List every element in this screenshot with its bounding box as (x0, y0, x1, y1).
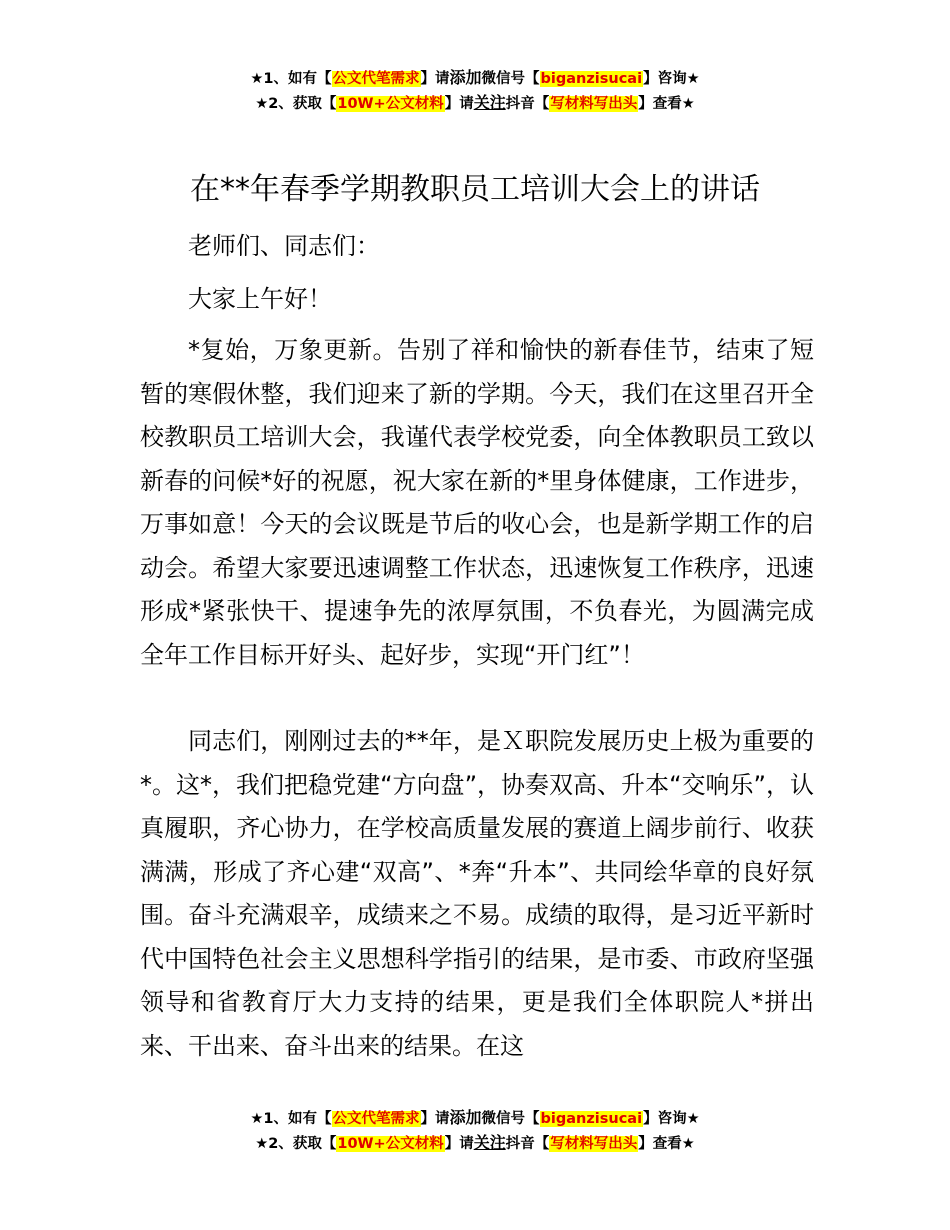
promo-douyin-id: 写材料写出头 (550, 1136, 638, 1152)
promo-text: 抖音【 (505, 1136, 550, 1152)
promo-text: 】咨询★ (643, 1111, 700, 1127)
promo-text: 】查看★ (638, 96, 695, 112)
promo-text: 】请 (444, 1136, 474, 1152)
promo-highlight: 10W+公文材料 (337, 1136, 444, 1152)
promo-text: 微信号【 (481, 1111, 540, 1127)
paragraph-text: 同志们，刚刚过去的**年，是Ｘ职院发展历史上极为重要的*。这*，我们把稳党建“方向盘”，协奏双高、升本“交响乐”，认真履职，齐心协力，在学校高质量发展的赛道上阔步前行、收获满满，形成了齐心建“双高”、*奔“升本”、共同绘华章的良好氛围。奋斗充满艰辛，成绩来之不易。成绩的取得，是习近平新时代中国特色社会主义思想科学指引的结果，是市委、市政府坚强领导和省教育厅大力支持的结果，更是我们全体职院人*拼出来、干出来、奋斗出来的结果。在这 (140, 727, 814, 1060)
promo-text: 微信号【 (481, 71, 540, 87)
footer-promo-line-2 (0, 1131, 950, 1156)
promo-emphasis: 关注 (473, 1133, 506, 1152)
promo-highlight: 10W+公文材料 (337, 96, 444, 112)
promo-emphasis: 关注 (473, 93, 506, 112)
promo-text: 】咨询★ (643, 71, 700, 87)
document-title: 在**年春季学期教职员工培训大会上的讲话 (190, 172, 760, 207)
promo-emphasis: 添加 (449, 1108, 482, 1127)
promo-text: ★2、获取【 (255, 1136, 337, 1152)
body-paragraph-2 (140, 720, 814, 1068)
paragraph-text: *复始，万象更新。告别了祥和愉快的新春佳节，结束了短暂的寒假休整，我们迎来了新的学期。今天，我们在这里召开全校教职员工培训大会，我谨代表学校党委，向全体教职员工致以新春的问候*好的祝愿，祝大家在新的*里身体健康，工作进步，万事如意！今天的会议既是节后的收心会，也是新学期工作的启动会。希望大家要迅速调整工作状态，迅速恢复工作秩序，迅速形成*紧张快干、提速争先的浓厚氛围，不负春光，为圆满完成全年工作目标开好头、起好步，实现“开门红”！ (140, 336, 814, 669)
header-promo-line-1 (0, 66, 950, 91)
promo-text: 抖音【 (505, 96, 550, 112)
salutation-text: 老师们、同志们： (188, 232, 380, 260)
promo-highlight: 公文代笔需求 (332, 1111, 420, 1127)
body-paragraph-1 (140, 329, 814, 677)
promo-douyin-id: 写材料写出头 (550, 96, 638, 112)
promo-text: 】请 (420, 71, 450, 87)
promo-text: ★2、获取【 (255, 96, 337, 112)
promo-wechat-id: biganzisucai (540, 1111, 643, 1127)
promo-highlight: 公文代笔需求 (332, 71, 420, 87)
greeting-text: 大家上午好！ (188, 285, 332, 313)
salutation (140, 225, 814, 269)
footer-promo-banner (0, 1106, 950, 1156)
promo-text: 】查看★ (638, 1136, 695, 1152)
header-promo-line-2 (0, 91, 950, 116)
greeting (140, 278, 814, 322)
footer-promo-line-1 (0, 1106, 950, 1131)
header-promo-banner (0, 66, 950, 116)
promo-wechat-id: biganzisucai (540, 71, 643, 87)
promo-text: ★1、如有【 (250, 71, 332, 87)
promo-text: 】请 (420, 1111, 450, 1127)
promo-text: 】请 (444, 96, 474, 112)
promo-text: ★1、如有【 (250, 1111, 332, 1127)
promo-emphasis: 添加 (449, 68, 482, 87)
